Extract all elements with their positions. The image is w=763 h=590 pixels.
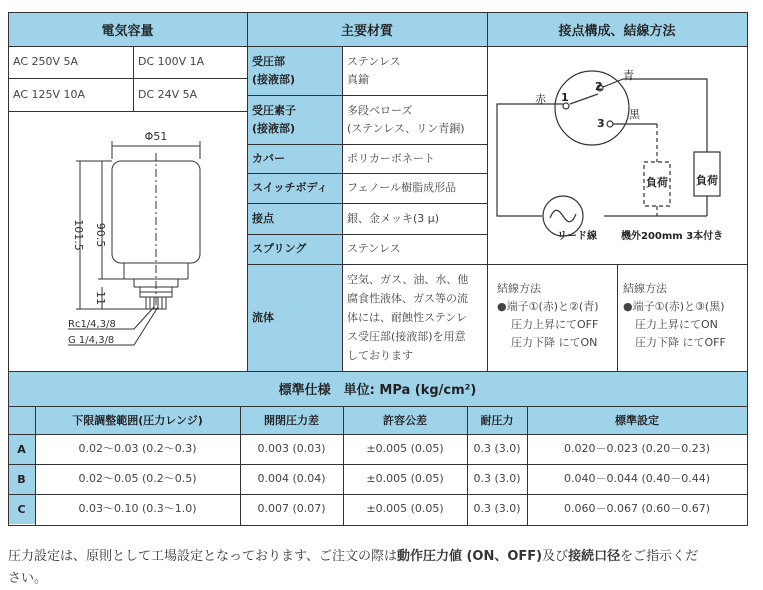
thread-g-label: G 1/4,3/8 [68,335,115,346]
grid-line [247,203,487,204]
material-label-line: 接点 [252,211,274,225]
wire-black-label: 黒 [629,108,640,121]
material-value-line: 多段ベローズ [347,103,413,117]
grid-line [8,12,9,526]
grid-line [8,434,748,435]
spec-cell: 0.003 (0.03) [257,442,326,455]
materials-header: 主要材質 [247,12,487,46]
grid-line [8,525,748,526]
grid-line [467,406,468,525]
thread-rc-label: Rc1/4,3/8 [68,319,116,330]
material-value [342,144,487,173]
grid-line [8,12,748,13]
grid-line [8,406,748,407]
footnote-bold-pressure: 動作圧力値 (ON、OFF) [396,549,543,564]
material-value [342,173,487,203]
spec-column-header: 耐圧力 [467,406,527,434]
material-value-line: フェノール樹脂成形品 [347,181,457,194]
footnote-text: 圧力設定は、原則として工場設定となっております、ご注文の際は [8,549,397,564]
grid-line [487,12,488,371]
spec-cell: ±0.005 (0.05) [366,502,444,515]
grid-line [240,406,241,525]
material-label [247,203,342,234]
footnote-line2: さい。 [8,571,48,586]
wiring-method-title: 結線方法 [623,282,667,295]
spec-cell: 0.007 (0.07) [257,502,326,515]
wiring-method-rise: 圧力上昇にてON [635,318,718,331]
lead-wire-label: リード線 [557,231,597,242]
spec-column-header: 許容公差 [343,406,467,434]
footnote [8,546,758,590]
wiring-method-fall: 圧力下降 にてON [511,336,598,349]
material-label [247,234,342,264]
spec-row-id: A [8,434,35,464]
material-label-line: カバー [252,151,285,165]
material-value [342,264,487,371]
spec-cell: ±0.005 (0.05) [366,472,444,485]
grid-line [747,12,748,526]
material-label [247,264,342,371]
footnote-bold-port: 接続口径 [568,549,621,564]
wiring-method-terminals: ●端子①(赤)と②(青) [497,300,599,313]
material-value-line: 真鍮 [347,72,369,86]
spec-cell: 0.3 (3.0) [473,442,521,455]
terminal-1-label: 1 [561,91,569,104]
material-label-line: 受圧素子 [252,103,296,117]
grid-line [343,406,344,525]
grid-line [133,46,134,111]
wiring-method-2 [617,264,747,371]
wiring-method-title: 結線方法 [497,282,541,295]
spec-cell: ±0.005 (0.05) [366,442,444,455]
footnote-text: 及び [542,549,569,564]
spec-row-id: B [8,464,35,494]
material-label [247,144,342,173]
height-base-label: 11 [94,291,107,305]
grid-line [8,464,748,465]
wiring-method-terminals: ●端子①(赤)と③(黒) [623,300,725,313]
spec-cell: 0.060－0.067 (0.60－0.67) [563,502,711,515]
material-label [247,46,342,95]
terminal-2-label: 2 [595,80,603,93]
material-label-line: 受圧部 [252,54,285,68]
material-value [342,95,487,144]
material-value [342,203,487,234]
spec-title: 標準仕様 単位: MPa (kg/cm²) [8,371,747,406]
terminal-3-label: 3 [597,117,605,130]
spec-cell: 0.004 (0.04) [257,472,326,485]
grid-line [247,234,487,235]
wire-red-label: 赤 [535,93,546,106]
material-value-line: ポリカーボネート [347,151,435,165]
load-1-label: 負荷 [646,176,668,189]
material-value-line: ステンレス [347,54,401,68]
load-2-label: 負荷 [696,174,718,187]
wiring-method-1 [487,264,617,371]
material-label-line: スイッチボディ [252,181,328,194]
spec-cell: 0.02～0.03 (0.2～0.3) [78,442,197,455]
grid-line [8,78,247,79]
material-value [342,234,487,264]
material-value-line: (ステンレス、リン青銅) [347,121,465,135]
wire-blue-label: 青 [623,69,634,82]
spec-cell: 0.020－0.023 (0.20－0.23) [563,442,711,455]
wiring-method-rise: 圧力上昇にてOFF [511,318,599,331]
grid-line [35,406,36,525]
grid-line [247,95,487,96]
spec-column-header: 下限調整範囲(圧力レンジ) [35,406,240,434]
material-value-line: 銀、金メッキ(3 μ) [347,211,440,225]
spec-column-header: 標準設定 [527,406,747,434]
grid-line [247,144,487,145]
grid-line [247,173,487,174]
material-value-line: ス受圧部(接液部)を用意 [347,330,466,343]
spec-cell: 0.3 (3.0) [473,502,521,515]
spec-row-id: C [8,494,35,524]
grid-line [8,371,748,372]
material-label [247,173,342,203]
spec-cell: 0.040－0.044 (0.40－0.44) [563,472,711,485]
grid-line [247,264,487,265]
capacity-cell: DC 100V 1A [138,55,205,68]
material-value [342,46,487,95]
material-label-line: (接液部) [252,72,296,86]
material-value-line: 空気、ガス、油、水、他 [347,273,469,286]
capacity-header: 電気容量 [8,12,247,46]
grid-line [247,12,248,371]
material-value-line: しております [347,349,413,362]
spec-column-header: 開閉圧力差 [240,406,343,434]
height-total-label: 101.5 [72,219,85,251]
wiring-method-fall: 圧力下降 にてOFF [635,336,726,349]
spec-corner-cell [8,406,35,434]
spec-cell: 0.02～0.05 (0.2～0.5) [78,472,197,485]
capacity-cell: DC 24V 5A [138,87,198,101]
material-value-line: 腐食性液体、ガス等の流 [347,292,468,305]
capacity-cell: AC 250V 5A [13,55,79,68]
grid-line [8,46,748,47]
material-label [247,95,342,144]
footnote-text: をご指示くだ [620,549,699,564]
spec-cell: 0.3 (3.0) [473,472,521,485]
dimension-drawing [8,111,247,371]
material-label-line: スプリング [252,242,307,255]
grid-line [617,264,618,371]
grid-line [342,46,343,371]
material-label-line: 流体 [252,310,274,324]
lead-wire-note: 機外200mm 3本付き [621,231,724,242]
diameter-label: Φ51 [144,130,168,143]
spec-cell: 0.03～0.10 (0.3～1.0) [78,502,197,515]
wiring-diagram [487,46,747,264]
grid-line [527,406,528,525]
material-label-line: (接液部) [252,121,296,135]
wiring-header: 接点構成、結線方法 [487,12,747,46]
material-value-line: 体には、耐蝕性ステンレ [347,311,467,324]
grid-line [8,111,247,112]
height-body-label: 90.5 [94,222,107,248]
material-value-line: ステンレス [347,242,401,255]
grid-line [8,494,748,495]
capacity-cell: AC 125V 10A [13,87,86,101]
